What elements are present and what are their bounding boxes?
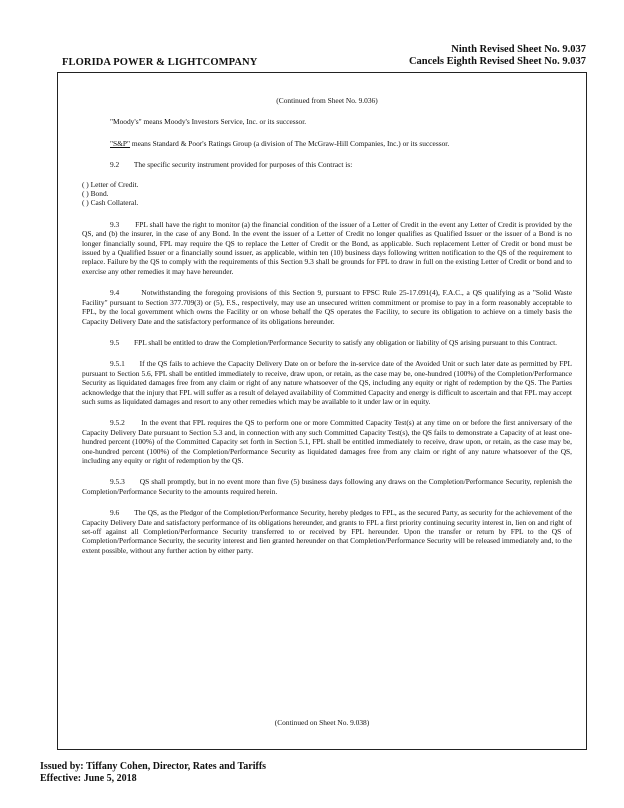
section-9-5-1: 9.5.1 If the QS fails to achieve the Capacity Delivery Date on or before the in-service date of the Avoided Unit or such later date as permitted by FPL pursuant to Section 5.6, FPL shall be entitled immediately to receive, draw upon, or retain, as the case may be, one-hundred (100%) of the Completion/Performance Security as liquidated damages free from any claim or right of any nature whatsoever of the QS, including any equity or right of redemption by the QS. The Parties acknowledge that the injury that FPL will suffer as a result of delayed availability of Committed Capacity and energy is difficult to ascertain and that FPL may accept such sums as liquidated damages and resort to any other remedies which may be available to it under law or in equity. <box>82 359 574 406</box>
section-9-3: 9.3 FPL shall have the right to monitor (a) the financial condition of the issuer of a Letter of Credit in the event any Letter of Credit is provided by the QS, and (b) the insurer, in the case of any Bond. In the event the issuer of a Letter of Credit no longer qualifies as Qualified Issuer or the issuer of a Bond is no longer financially sound, FPL may require the QS to replace the Letter of Credit or the Bond, as applicable. Such replacement Letter of Credit or bond must be issued by a Qualified Issuer or a financially sound issuer, as applicable, within ten (10) business days following written notification to the QS of the requirement to replace. Failure by the QS to comply with the requirements of this Section 9.3 shall be grounds for FPL to draw in full on the existing Letter of Credit or bond and to exercise any other remedies it may have hereunder. <box>82 219 574 276</box>
sheet-header <box>409 44 586 68</box>
section-9-2: 9.2 The specific security instrument provided for purposes of this Contract is: <box>110 160 353 170</box>
sp-term: "S&P" <box>110 138 131 148</box>
option-letter-of-credit: ( ) Letter of Credit. <box>82 179 139 189</box>
section-9-6: 9.6 The QS, as the Pledgor of the Completion/Performance Security, hereby pledges to FPL, as the secured Party, as security for the achievement of the Capacity Delivery Date and satisfactory performance of its obligations hereunder, and grants to FPL a first priority continuing security interest in, lien on and right of set-off against all Completion/Performance Security transferred to or received by FPL hereunder. Upon the transfer or return by FPL to the QS of Completion/Performance Security, the security interest and lien granted hereunder on that Completion/Performance Security will be released immediately and, to the extent possible, without any further action by either party. <box>82 508 574 555</box>
cancels-sheet: Cancels Eighth Revised Sheet No. 9.037 <box>408 56 586 67</box>
definition-sp <box>82 139 572 148</box>
continued-on: (Continued on Sheet No. 9.038) <box>274 718 370 727</box>
section-9-5: 9.5 FPL shall be entitled to draw the Completion/Performance Security to satisfy any obligation or liability of QS arising pursuant to this Contract. <box>110 337 557 347</box>
section-9-5-3: 9.5.3 QS shall promptly, but in no event more than five (5) business days following any draws on the Completion/Performance Security, replenish the Completion/Performance Security to the amounts required herein. <box>82 477 574 496</box>
option-cash-collateral: ( ) Cash Collateral. <box>82 198 139 208</box>
continued-from: (Continued from Sheet No. 9.036) <box>276 96 378 105</box>
sp-definition: means Standard & Poor's Ratings Group (a division of The McGraw-Hill Companies, Inc.) or its successor. <box>130 138 450 148</box>
footer <box>40 761 266 785</box>
definition-moodys: "Moody's" means Moody's Investors Service, Inc. or its successor. <box>110 117 307 127</box>
company-name: FLORIDA POWER & LIGHTCOMPANY <box>62 57 258 68</box>
section-9-4: 9.4 Notwithstanding the foregoing provisions of this Section 9, pursuant to FPSC Rule 25-17.091(4), F.A.C., a QS qualifying as a "Solid Waste Facility" pursuant to Section 377.709(3) or (5), F.S., respectively, may use an unsecured written commitment or promise to pay in a form reasonably acceptable to FPL, by the local government which owns the Facility or on whose behalf the QS operates the Facility, to secure its obligation to achieve on a timely basis the Capacity Delivery Date and the satisfactory performance of its obligations hereunder. <box>82 288 574 326</box>
document-body <box>82 96 572 567</box>
sheet-number: Ninth Revised Sheet No. 9.037 <box>451 44 586 55</box>
security-options <box>82 180 572 208</box>
section-9-5-2: 9.5.2 In the event that FPL requires the QS to perform one or more Committed Capacity Test(s) at any time on or before the first anniversary of the Capacity Delivery Date pursuant to Section 5.3 and, in connection with any such Committed Capacity Test(s), the QS fails to demonstrate a Capacity of at least one-hundred percent (100%) of the Committed Capacity set forth in Section 5.1, FPL shall be entitled immediately to receive, draw upon, or retain, as the case may be, one-hundred percent (100%) of the Completion/Performance Security as liquidated damages free from any claim or right of any nature whatsoever of the QS, including any equity or right of redemption by the QS. <box>82 418 574 465</box>
option-bond: ( ) Bond. <box>82 189 109 199</box>
effective-date: Effective: June 5, 2018 <box>40 773 137 784</box>
issued-by: Issued by: Tiffany Cohen, Director, Rates and Tariffs <box>40 761 267 772</box>
